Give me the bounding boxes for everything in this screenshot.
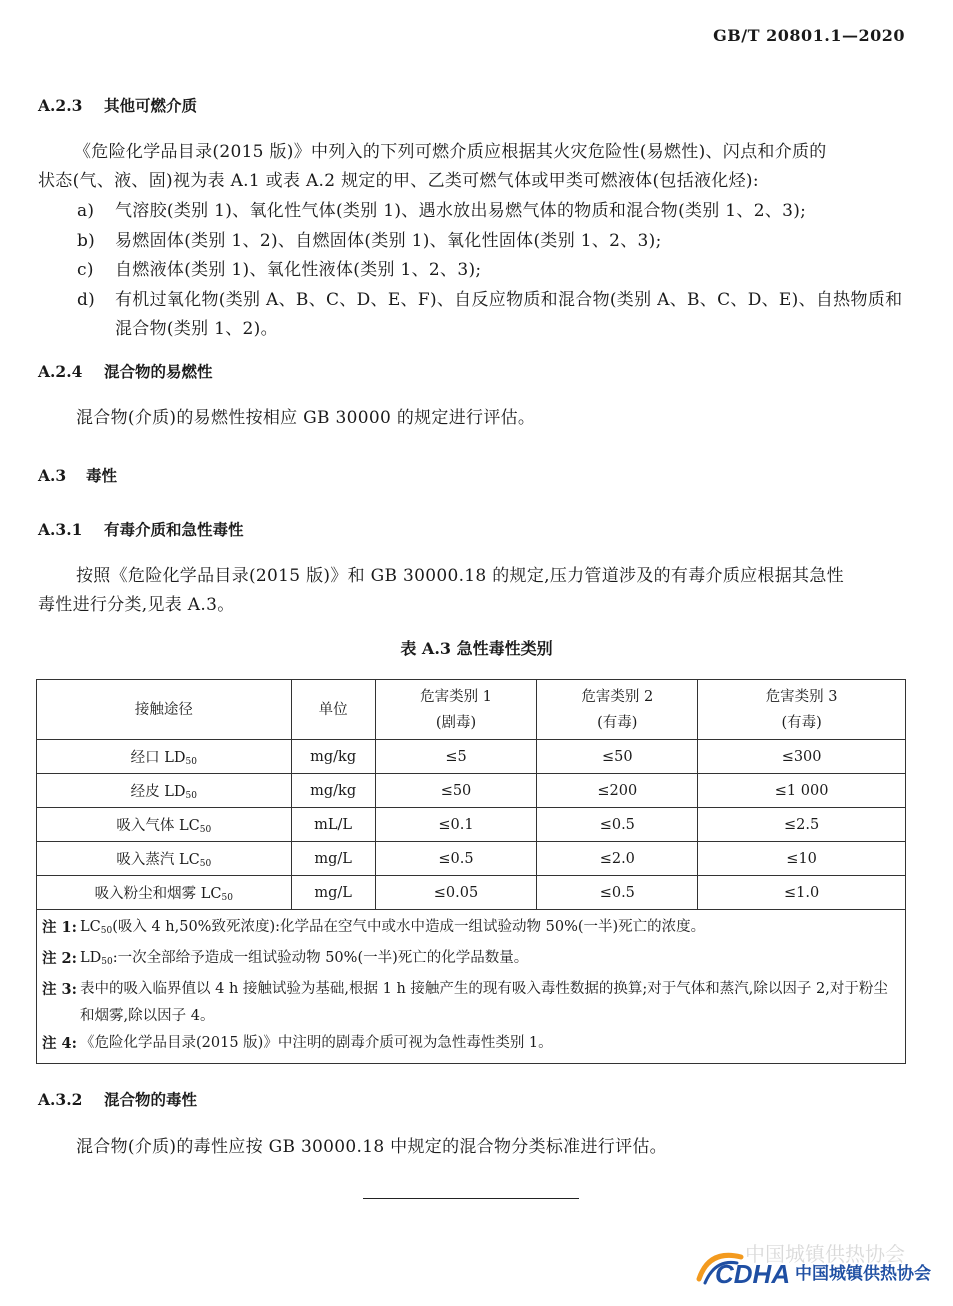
watermark-cn-text: 中国城镇供热协会 bbox=[795, 1264, 931, 1284]
list-item-text: 自燃液体(类别 1)、氧化性液体(类别 1、2、3); bbox=[115, 260, 482, 280]
list-item-text: 气溶胶(类别 1)、氧化性气体(类别 1)、遇水放出易燃气体的物质和混合物(类别 1、2、3); bbox=[115, 201, 807, 221]
list-item bbox=[77, 196, 806, 221]
section-a23-heading bbox=[38, 94, 197, 116]
table-header-row bbox=[37, 680, 906, 740]
cell-route: 吸入蒸汽 $LC_{50}$ bbox=[37, 842, 292, 876]
section-number: A.2.3 bbox=[38, 96, 83, 115]
paragraph-line: 毒性进行分类,见表 A.3。 bbox=[38, 595, 235, 615]
cell-unit: mg/L bbox=[291, 876, 375, 910]
list-item-label: d) bbox=[77, 290, 96, 310]
cell-route: 吸入粉尘和烟雾 $LC_{50}$ bbox=[37, 876, 292, 910]
table-row bbox=[37, 740, 906, 774]
cell-unit: mg/kg bbox=[291, 740, 375, 774]
table-row bbox=[37, 774, 906, 808]
section-title: 毒性 bbox=[86, 466, 118, 485]
section-number: A.3.1 bbox=[38, 520, 83, 539]
cell-category-3: ≤10 bbox=[698, 842, 906, 876]
section-title: 其他可燃介质 bbox=[104, 96, 198, 115]
table-note: 注 1: $LC_{50}$(吸入 4 h,50%致死浓度):化学品在空气中或水中造成一组试验动物 50%(一半)死亡的浓度。 bbox=[80, 914, 895, 945]
section-title: 有毒介质和急性毒性 bbox=[104, 520, 244, 539]
table-caption: 表 A.3 急性毒性类别 bbox=[400, 639, 553, 658]
watermark-ghost-text: 中国城镇供热协会 bbox=[745, 1243, 905, 1266]
table-note: 注 2: $LD_{50}$:一次全部给予造成一组试验动物 50%(一半)死亡的化学品数量。 bbox=[80, 945, 895, 976]
section-title: 混合物的易燃性 bbox=[104, 362, 213, 381]
paragraph-line: 混合物(介质)的毒性应按 GB 30000.18 中规定的混合物分类标准进行评估。 bbox=[76, 1137, 667, 1157]
table-row bbox=[37, 842, 906, 876]
cell-category-1: ≤0.5 bbox=[375, 842, 537, 876]
table-note: 注 3: 表中的吸入临界值以 4 h 接触试验为基础,根据 1 h 接触产生的现有吸入毒性数据的换算;对于气体和蒸汽,除以因子 2,对于粉尘和烟雾,除以因子 4。 bbox=[80, 976, 895, 1030]
toxicity-table bbox=[36, 679, 906, 1064]
list-item bbox=[77, 285, 902, 310]
note-label: 注 1: bbox=[42, 919, 77, 936]
header-unit: 单位 bbox=[291, 680, 375, 740]
watermark-logo-text: CDHA bbox=[715, 1259, 791, 1289]
list-item-continuation: 混合物(类别 1、2)。 bbox=[115, 319, 278, 339]
cell-category-3: ≤1.0 bbox=[698, 876, 906, 910]
cell-category-2: ≤2.0 bbox=[537, 842, 698, 876]
list-item-text: 有机过氧化物(类别 A、B、C、D、E、F)、自反应物质和混合物(类别 A、B、C、D、E)、自热物质和 bbox=[115, 290, 903, 310]
cell-category-3: ≤2.5 bbox=[698, 808, 906, 842]
paragraph-line: 《危险化学品目录(2015 版)》中列入的下列可燃介质应根据其火灾危险性(易燃性)、闪点和介质的 bbox=[74, 142, 827, 162]
cell-category-1: ≤50 bbox=[375, 774, 537, 808]
cell-route: 吸入气体 $LC_{50}$ bbox=[37, 808, 292, 842]
header-category-3: 危害类别 3 (有毒) bbox=[698, 680, 906, 740]
section-number: A.2.4 bbox=[38, 362, 83, 381]
cell-category-2: ≤50 bbox=[537, 740, 698, 774]
list-item-label: b) bbox=[77, 231, 96, 251]
paragraph-line: 混合物(介质)的易燃性按相应 GB 30000 的规定进行评估。 bbox=[76, 408, 536, 428]
section-a31-heading bbox=[38, 518, 244, 540]
cell-route: 经皮 $LD_{50}$ bbox=[37, 774, 292, 808]
paragraph-line: 按照《危险化学品目录(2015 版)》和 GB 30000.18 的规定,压力管道涉及的有毒介质应根据其急性 bbox=[76, 566, 844, 586]
table-row bbox=[37, 876, 906, 910]
header-route: 接触途径 bbox=[37, 680, 292, 740]
list-item bbox=[77, 255, 481, 280]
cell-unit: mg/L bbox=[291, 842, 375, 876]
cell-category-1: ≤5 bbox=[375, 740, 537, 774]
note-label: 注 4: bbox=[42, 1035, 77, 1052]
section-number: A.3 bbox=[38, 466, 67, 485]
cdha-logo-icon bbox=[695, 1243, 935, 1291]
section-number: A.3.2 bbox=[38, 1090, 83, 1109]
note-label: 注 2: bbox=[42, 950, 77, 967]
table-notes-row bbox=[37, 910, 906, 1064]
list-item-label: a) bbox=[77, 201, 95, 221]
paragraph-line: 状态(气、液、固)视为表 A.1 或表 A.2 规定的甲、乙类可燃气体或甲类可燃液体(包括液化烃): bbox=[38, 171, 759, 191]
cell-category-3: ≤1 000 bbox=[698, 774, 906, 808]
cell-unit: mg/kg bbox=[291, 774, 375, 808]
table-note: 注 4: 《危险化学品目录(2015 版)》中注明的剧毒介质可视为急性毒性类别 1。 bbox=[80, 1030, 895, 1057]
cell-category-1: ≤0.1 bbox=[375, 808, 537, 842]
cell-unit: mL/L bbox=[291, 808, 375, 842]
cell-category-3: ≤300 bbox=[698, 740, 906, 774]
section-a24-heading bbox=[38, 360, 213, 382]
list-item-text: 易燃固体(类别 1、2)、自燃固体(类别 1)、氧化性固体(类别 1、2、3); bbox=[115, 231, 662, 251]
note-label: 注 3: bbox=[42, 981, 77, 998]
cell-category-2: ≤0.5 bbox=[537, 808, 698, 842]
header-category-2: 危害类别 2 (有毒) bbox=[537, 680, 698, 740]
cell-route: 经口 $LD_{50}$ bbox=[37, 740, 292, 774]
end-rule bbox=[363, 1198, 579, 1199]
list-item bbox=[77, 226, 662, 251]
cell-category-1: ≤0.05 bbox=[375, 876, 537, 910]
header-category-1: 危害类别 1 (剧毒) bbox=[375, 680, 537, 740]
section-title: 混合物的毒性 bbox=[104, 1090, 198, 1109]
watermark-logo bbox=[695, 1243, 935, 1291]
table-row bbox=[37, 808, 906, 842]
section-a32-heading bbox=[38, 1088, 197, 1110]
section-a3-heading bbox=[38, 464, 117, 486]
document-number: GB/T 20801.1—2020 bbox=[713, 26, 905, 45]
cell-category-2: ≤0.5 bbox=[537, 876, 698, 910]
table-notes bbox=[37, 910, 906, 1064]
list-item-label: c) bbox=[77, 260, 94, 280]
cell-category-2: ≤200 bbox=[537, 774, 698, 808]
